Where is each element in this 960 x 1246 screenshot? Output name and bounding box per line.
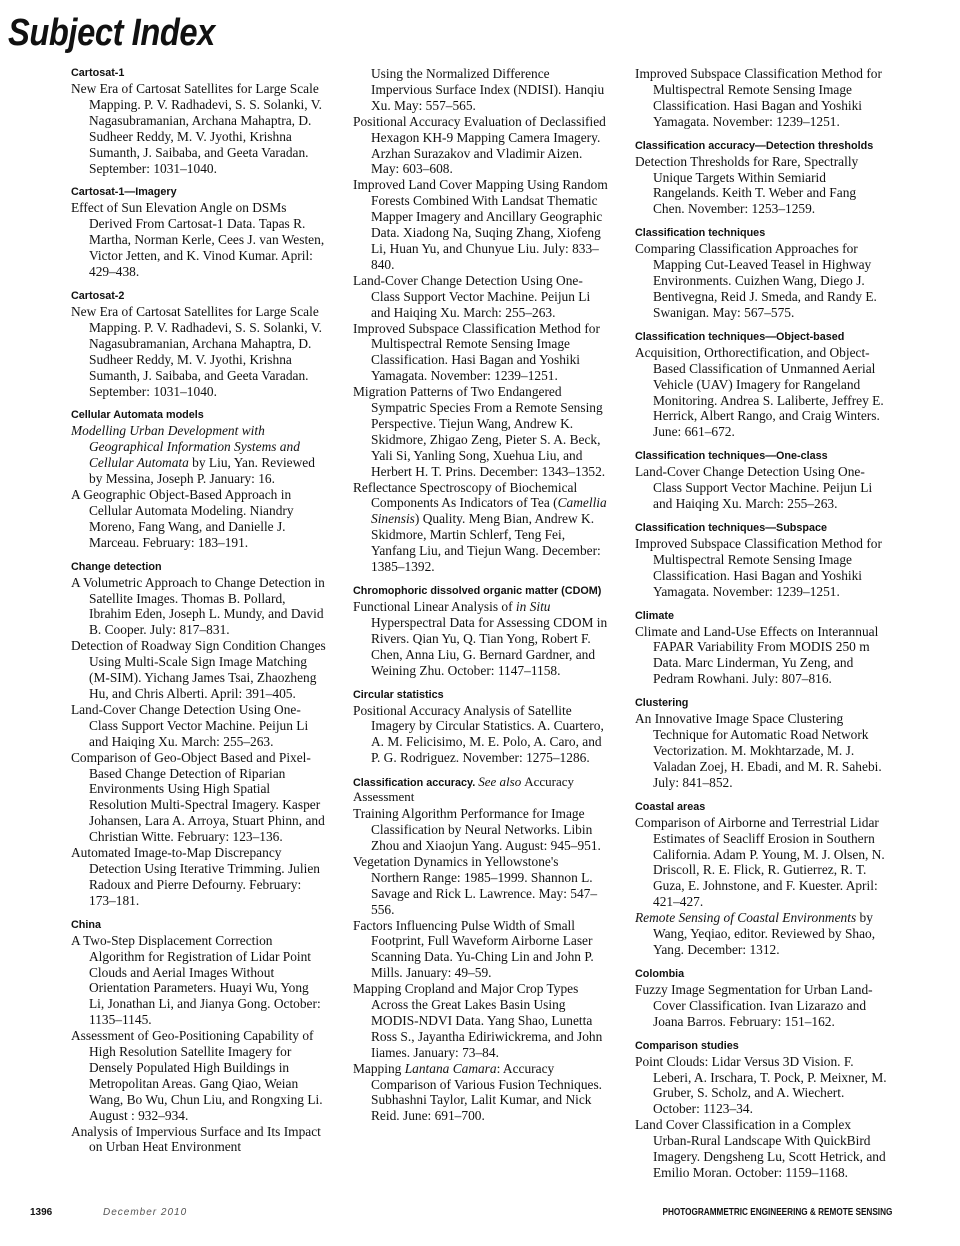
- entry-text: Point Clouds: Lidar Versus 3D Vision. F. Leberi, A. Irschara, T. Pock, P. Meixner, M. Gruber, S. Scholz, and A. Wiechert. October: 1123–34.: [635, 1053, 887, 1117]
- entry-text: Climate and Land-Use Effects on Interannual FAPAR Variability From MODIS 250 m Data. Marc Linderman, Yu Zeng, and Pedram Rowhani. July: 807–816.: [635, 623, 879, 687]
- index-entry: [353, 177, 609, 272]
- index-heading: Cellular Automata models: [71, 409, 204, 422]
- entry-text: Improved Subspace Classification Method for Multispectral Remote Sensing Image Classification. Hasi Bagan and Yoshiki Yamagata. November: 1239–1251.: [635, 535, 882, 599]
- entry-text-cont: Hyperspectral Data for Assessing CDOM in Rivers. Qian Yu, Q. Tian Yong, Robert F. Chen, Anna Liu, G. Bernard Gardner, and Weining Zhu. October: 1147–1158.: [371, 614, 608, 678]
- index-heading: Change detection: [71, 560, 162, 573]
- entry-text: Land-Cover Change Detection Using One-Class Support Vector Machine. Peijun Li and Haiqing Xu. March: 255–263.: [71, 701, 309, 749]
- page-title: Subject Index: [8, 12, 215, 54]
- index-heading: Comparison studies: [635, 1039, 739, 1052]
- index-entry: [353, 321, 609, 385]
- index-entry: [71, 750, 327, 845]
- index-entry: [635, 241, 891, 321]
- index-entry: [635, 464, 891, 512]
- index-column-1: [71, 66, 327, 1155]
- entry-text: Land-Cover Change Detection Using One-Class Support Vector Machine. Peijun Li and Haiqing Xu. March: 255–263.: [353, 272, 591, 320]
- index-entry: [635, 536, 891, 600]
- index-heading: [353, 775, 609, 805]
- entry-italic-term: Camellia Sinensis: [371, 495, 607, 527]
- index-entry: [353, 854, 609, 918]
- index-entry: [353, 703, 609, 767]
- index-heading: Classification techniques—One-class: [635, 450, 828, 463]
- entry-text-cont: : Accuracy Comparison of Various Fusion Techniques. Subhashni Taylor, Lalit Kumar, and Nick Reid. June: 691–700.: [371, 1060, 603, 1124]
- entry-text: Mapping: [353, 1060, 405, 1076]
- index-entry: [353, 918, 609, 982]
- entry-text: Functional Linear Analysis of: [353, 599, 516, 614]
- index-entry: [71, 702, 327, 750]
- index-entry: [71, 200, 327, 280]
- entry-text: Mapping Cropland and Major Crop Types Across the Great Lakes Basin Using MODIS-NDVI Data. Yang Shao, Lunetta Ross S., Jayantha Ediriwickrema, and John Iiames. January: 73–84.: [353, 981, 603, 1060]
- index-heading: Colombia: [635, 967, 685, 980]
- entry-text: A Volumetric Approach to Change Detection in Satellite Images. Thomas B. Pollard, Ibrahim Eden, Joseph L. Mundy, and David B. Cooper. July: 817–831.: [71, 574, 325, 638]
- index-entry: [71, 1028, 327, 1123]
- index-entry: [353, 1061, 609, 1125]
- index-heading: Classification techniques—Subspace: [635, 521, 827, 534]
- journal-name: PHOTOGRAMMETRIC ENGINEERING & REMOTE SENSING: [662, 1207, 892, 1218]
- entry-text: Detection Thresholds for Rare, Spectrally Unique Targets Within Semiarid Rangelands. Keith T. Weber and Fang Chen. November: 1253–1259.: [635, 153, 859, 217]
- entry-italic-term: in Situ: [515, 599, 551, 614]
- index-heading: Circular statistics: [353, 688, 444, 701]
- index-entry: [353, 66, 609, 114]
- index-entry: [71, 304, 327, 399]
- entry-text: Acquisition, Orthorectification, and Object-Based Classification of Unmanned Aerial Vehicle (UAV) Imagery for Rangeland Monitoring. Andrea S. Laliberte, Jeffrey E. Herrick, Albert Rango, and Craig Winters. June: 661–672.: [635, 344, 884, 440]
- index-entry: [353, 981, 609, 1061]
- index-entry: [635, 910, 891, 958]
- index-entry: [635, 982, 891, 1030]
- index-entry: [635, 815, 891, 910]
- index-entry: [71, 638, 327, 702]
- index-column-2: [353, 66, 609, 1124]
- entry-text: Automated Image-to-Map Discrepancy Detection Using Iterative Trimming. Julien Radoux and Pierre Defourny. February: 173–181.: [71, 845, 320, 908]
- index-entry: [353, 114, 609, 178]
- index-entry: [71, 575, 327, 639]
- index-entry: [353, 480, 609, 575]
- index-heading: Cartosat-2: [71, 289, 125, 302]
- index-entry: [635, 345, 891, 440]
- see-also-label: See also: [478, 774, 522, 790]
- index-entry: [71, 933, 327, 1028]
- entry-text: Improved Land Cover Mapping Using Random Forests Combined With Landsat Thematic Mapper Imagery and Ancillary Geographic Data. Xiadong Na, Suqing Zhang, Xiofeng Li, Huan Yu, and Chunyue Liu. July: 833–840.: [353, 177, 608, 272]
- index-entry: [635, 1117, 891, 1181]
- index-entry: [635, 1054, 891, 1118]
- index-heading: Cartosat-1—Imagery: [71, 186, 177, 199]
- index-entry: [353, 273, 609, 321]
- index-entry: [71, 1124, 327, 1156]
- index-entry: [635, 154, 891, 218]
- entry-italic-title: Remote Sensing of Coastal Environments: [635, 910, 857, 926]
- entry-text: Analysis of Impervious Surface and Its Impact on Urban Heat Environment: [71, 1123, 321, 1155]
- entry-text: Improved Subspace Classification Method for Multispectral Remote Sensing Image Classification. Hasi Bagan and Yoshiki Yamagata. November: 1239–1251.: [635, 66, 882, 129]
- entry-text: New Era of Cartosat Satellites for Large Scale Mapping. P. V. Radhadevi, S. S. Solanki, V. Nagasubramanian, Archana Mahaptra, D. Sudheer Reddy, M. V. Jyothi, Krishna Sumanth, J. Saibaba, and Geeta Varadan. September: 1031–1040.: [71, 303, 323, 399]
- entry-text: Fuzzy Image Segmentation for Urban Land-Cover Classification. Ivan Lizarazo and Joana Barros. February: 151–162.: [635, 981, 873, 1029]
- entry-italic-term: Lantana Camara: [404, 1060, 497, 1076]
- entry-text: Using the Normalized Difference Impervious Surface Index (NDISI). Hanqiu Xu. May: 557–565.: [371, 66, 605, 113]
- entry-text: by Wang, Yeqiao, editor. Reviewed by Shao, Yang. December: 1312.: [653, 910, 876, 957]
- issue-date: December 2010: [103, 1207, 188, 1218]
- entry-text: Detection of Roadway Sign Condition Changes Using Multi-Scale Sign Image Matching (M-SIM). Yichang James Tsai, Zhaozheng Hu, and Chris Alberti. April: 391–405.: [71, 638, 326, 701]
- index-entry: [71, 487, 327, 551]
- entry-text: Land Cover Classification in a Complex Urban-Rural Landscape With QuickBird Imagery. Dengsheng Lu, Scott Hetrick, and Emilio Moran. October: 1159–1168.: [635, 1117, 886, 1180]
- entry-text: Vegetation Dynamics in Yellowstone's Northern Range: 1985–1999. Shannon L. Savage and Rick L. Lawrence. May: 547–556.: [353, 853, 598, 917]
- entry-text: Positional Accuracy Evaluation of Declassified Hexagon KH-9 Mapping Camera Imagery. Arzhan Surazakov and Vladimir Aizen. May: 603–608.: [353, 113, 606, 177]
- entry-text: by Liu, Yan. Reviewed by Messina, Joseph P. January: 16.: [89, 455, 315, 487]
- entry-text: Assessment of Geo-Positioning Capability of High Resolution Satellite Imagery for Densely Populated High Buildings in Metropolitan Areas. Gang Qiao, Weian Wang, Bo Wu, Chun Liu, and Rongxing Li. August : 932–934.: [71, 1028, 323, 1123]
- index-heading: Climate: [635, 609, 675, 622]
- index-heading: Clustering: [635, 697, 689, 710]
- index-heading: Classification techniques—Object-based: [635, 330, 845, 343]
- index-entry: [71, 81, 327, 176]
- entry-italic-title: Modelling Urban Development with Geographical Information Systems and Cellular Automata: [71, 423, 300, 471]
- index-heading: Cartosat-1: [71, 67, 125, 79]
- entry-text: Positional Accuracy Analysis of Satellite Imagery by Circular Statistics. A. Cuartero, A. M. Felicisimo, M. E. Polo, A. Caro, and P. G. Rodriguez. November: 1275–1286.: [353, 702, 604, 766]
- entry-text: Reflectance Spectroscopy of Biochemical Components As Indicators of Tea (: [353, 479, 578, 511]
- index-entry: [635, 711, 891, 791]
- index-heading: Coastal areas: [635, 800, 706, 813]
- index-heading: Classification accuracy—Detection thresholds: [635, 139, 874, 152]
- entry-text: Improved Subspace Classification Method for Multispectral Remote Sensing Image Classification. Hasi Bagan and Yoshiki Yamagata. November: 1239–1251.: [353, 320, 600, 384]
- index-entry: [635, 66, 891, 130]
- index-entry: [71, 845, 327, 909]
- entry-text: Effect of Sun Elevation Angle on DSMs Derived From Cartosat-1 Data. Tapas R. Martha, Norman Kerle, Cees J. van Westen, Victor Jetten, and K. Vinod Kumar. April: 429–438.: [71, 200, 325, 280]
- entry-text: Comparing Classification Approaches for Mapping Cut-Leaved Teasel in Highway Environments. Cuizhen Wang, Diego J. Bentivegna, Reid J. Smeda, and Randy E. Swanigan. May: 567–575.: [635, 241, 877, 320]
- entry-text: Comparison of Airborne and Terrestrial Lidar Estimates of Seacliff Erosion in Southern California. Adam P. Young, M. J. Olsen, N. Driscoll, R. E. Flick, R. Gutierrez, R. T. Guza, E. Johnstone, and F. Kuester. April: 421–427.: [635, 814, 885, 910]
- entry-text-cont: ) Quality. Meng Bian, Andrew K. Skidmore, Martin Schlerf, Teng Fei, Yanfang Liu, and Tiejun Wang. December: 1385–1392.: [371, 511, 601, 575]
- entry-text: Training Algorithm Performance for Image Classification by Neural Networks. Libin Zhou and Xiaojun Yang. August: 945–951.: [353, 806, 601, 853]
- index-entry: [635, 624, 891, 688]
- entry-text: A Two-Step Displacement Correction Algorithm for Registration of Lidar Point Clouds and Aerial Images Without Orientation Parameters. Huayi Wu, Yong Li, Jonathan Li, and Jianya Gong. October: 1135–1145.: [71, 932, 321, 1028]
- index-heading: Chromophoric dissolved organic matter (CDOM): [353, 585, 602, 597]
- index-heading: China: [71, 918, 101, 931]
- index-entry: [71, 423, 327, 487]
- entry-text: An Innovative Image Space Clustering Technique for Automatic Road Network Vectorization. M. Mokhtarzade, M. J. Valadan Zoej, H. Ebadi, and M. R. Sahebi. July: 841–852.: [635, 711, 882, 790]
- index-entry: [353, 384, 609, 479]
- index-heading-text: Classification accuracy.: [353, 777, 476, 790]
- entry-text: Land-Cover Change Detection Using One-Class Support Vector Machine. Peijun Li and Haiqing Xu. March: 255–263.: [635, 464, 873, 512]
- index-entry: [353, 806, 609, 854]
- index-heading: Classification techniques: [635, 227, 766, 240]
- page-number: 1396: [30, 1207, 53, 1218]
- see-also-reference: Accuracy Assessment: [353, 774, 575, 805]
- entry-text: Migration Patterns of Two Endangered Sympatric Species From a Remote Sensing Perspective. Tiejun Wang, Andrew K. Skidmore, Zhigao Zeng, Pieter S. A. Beck, Yali Si, Yanling Song, Xuehua Liu, and Herbert H. T. Prins. December: 1343–1352.: [353, 384, 606, 479]
- entry-text: Comparison of Geo-Object Based and Pixel-Based Change Detection of Riparian Environments Using High Spatial Resolution Multi-Spectral Imagery. Kasper Johansen, Lara A. Arroya, Stuart Phinn, and Christian Witte. February: 123–136.: [71, 749, 325, 845]
- index-column-3: [635, 66, 891, 1181]
- index-entry: [353, 599, 609, 679]
- entry-text: A Geographic Object-Based Approach in Cellular Automata Modeling. Niandry Moreno, Fang Wang, and Danielle J. Marceau. February: 183–191.: [71, 487, 294, 550]
- entry-text: New Era of Cartosat Satellites for Large Scale Mapping. P. V. Radhadevi, S. S. Solanki, V. Nagasubramanian, Archana Mahaptra, D. Sudheer Reddy, M. V. Jyothi, Krishna Sumanth, J. Saibaba, and Geeta Varadan. September: 1031–1040.: [71, 81, 323, 176]
- entry-text: Factors Influencing Pulse Width of Small Footprint, Full Waveform Airborne Laser Scanning Data. Yu-Ching Lin and John P. Mills. January: 49–59.: [353, 917, 594, 981]
